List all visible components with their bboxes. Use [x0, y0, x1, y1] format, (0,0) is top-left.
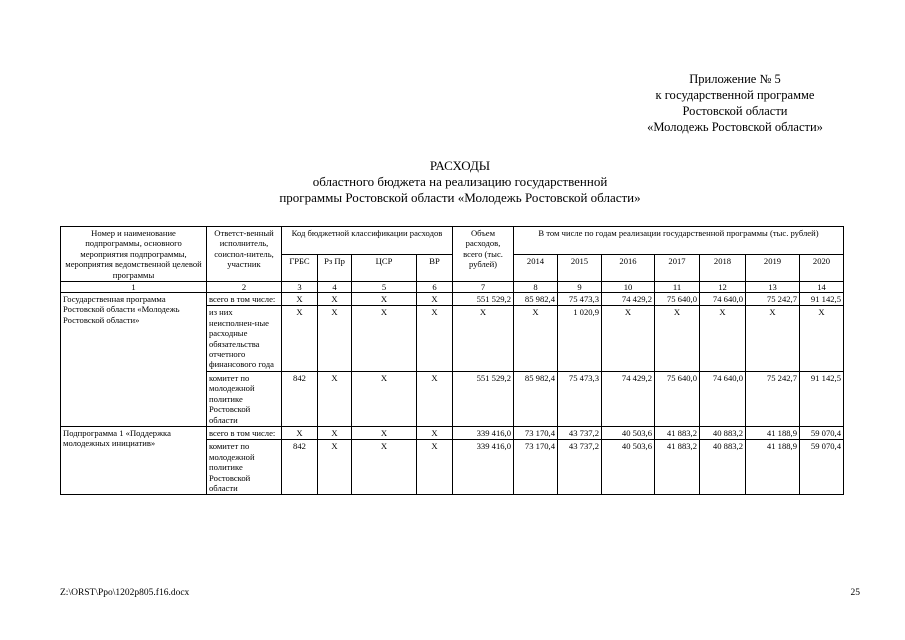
header-total: Объем расходов, всего (тыс. рублей): [453, 227, 514, 282]
document-heading: [160, 158, 760, 206]
rzpr-cell: X: [318, 293, 352, 306]
year-cell: 43 737,2: [558, 426, 602, 439]
rzpr-cell: X: [318, 426, 352, 439]
year-cell: 74 429,2: [602, 293, 655, 306]
year-cell: X: [700, 306, 746, 371]
column-number: 6: [417, 282, 453, 293]
vr-cell: X: [417, 293, 453, 306]
year-cell: 41 188,9: [746, 426, 800, 439]
header-year: 2017: [655, 254, 700, 282]
heading-subtitle: программы Ростовской области «Молодежь Ростовской области»: [279, 190, 641, 205]
year-cell: 75 640,0: [655, 371, 700, 426]
executor-cell: всего в том числе:: [207, 293, 282, 306]
table-row: [61, 426, 844, 439]
total-cell: X: [453, 306, 514, 371]
header-year: 2016: [602, 254, 655, 282]
total-cell: 339 416,0: [453, 440, 514, 495]
grbs-cell: 842: [282, 440, 318, 495]
year-cell: 91 142,5: [800, 371, 844, 426]
heading-title: РАСХОДЫ: [429, 158, 491, 173]
header-year: 2014: [514, 254, 558, 282]
year-cell: 75 473,3: [558, 371, 602, 426]
csr-cell: X: [352, 293, 417, 306]
header-year: 2019: [746, 254, 800, 282]
year-cell: X: [800, 306, 844, 371]
executor-cell: из них неисполнен-ные расходные обязательства отчетного финансового года: [207, 306, 282, 371]
column-number: 13: [746, 282, 800, 293]
vr-cell: X: [417, 426, 453, 439]
year-cell: 40 883,2: [700, 440, 746, 495]
year-cell: 75 640,0: [655, 293, 700, 306]
grbs-cell: X: [282, 293, 318, 306]
total-cell: 551 529,2: [453, 371, 514, 426]
grbs-cell: X: [282, 426, 318, 439]
appendix-line: Приложение № 5: [689, 72, 781, 86]
header-classification: Код бюджетной классификации расходов: [282, 227, 453, 255]
column-number: 1: [61, 282, 207, 293]
year-cell: 1 020,9: [558, 306, 602, 371]
year-cell: X: [514, 306, 558, 371]
executor-cell: комитет по молодежной политике Ростовской области: [207, 371, 282, 426]
column-number: 2: [207, 282, 282, 293]
header-vr: ВР: [417, 254, 453, 282]
page-number: 25: [850, 588, 860, 598]
table-row: [61, 293, 844, 306]
year-cell: 75 473,3: [558, 293, 602, 306]
csr-cell: X: [352, 371, 417, 426]
year-cell: 40 503,6: [602, 440, 655, 495]
csr-cell: X: [352, 426, 417, 439]
csr-cell: X: [352, 440, 417, 495]
year-cell: X: [655, 306, 700, 371]
year-cell: X: [746, 306, 800, 371]
program-name: Государственная программа Ростовской области «Молодежь Ростовской области»: [61, 293, 207, 427]
header-rzpr: Рз Пр: [318, 254, 352, 282]
header-grbs: ГРБС: [282, 254, 318, 282]
year-cell: 41 883,2: [655, 426, 700, 439]
column-number: 11: [655, 282, 700, 293]
budget-table: [60, 226, 844, 495]
year-cell: 73 170,4: [514, 426, 558, 439]
header-year: 2018: [700, 254, 746, 282]
year-cell: 40 883,2: [700, 426, 746, 439]
csr-cell: X: [352, 306, 417, 371]
column-number: 3: [282, 282, 318, 293]
year-cell: 41 188,9: [746, 440, 800, 495]
executor-cell: всего в том числе:: [207, 426, 282, 439]
column-number: 4: [318, 282, 352, 293]
header-by-years: В том числе по годам реализации государственной программы (тыс. рублей): [514, 227, 844, 255]
total-cell: 551 529,2: [453, 293, 514, 306]
year-cell: 85 982,4: [514, 371, 558, 426]
year-cell: 85 982,4: [514, 293, 558, 306]
rzpr-cell: X: [318, 440, 352, 495]
year-cell: 40 503,6: [602, 426, 655, 439]
grbs-cell: X: [282, 306, 318, 371]
rzpr-cell: X: [318, 306, 352, 371]
total-cell: 339 416,0: [453, 426, 514, 439]
column-number: 14: [800, 282, 844, 293]
year-cell: 59 070,4: [800, 426, 844, 439]
header-csr: ЦСР: [352, 254, 417, 282]
executor-cell: комитет по молодежной политике Ростовской области: [207, 440, 282, 495]
column-number: 10: [602, 282, 655, 293]
program-name: Подпрограмма 1 «Поддержка молодежных инициатив»: [61, 426, 207, 494]
year-cell: 73 170,4: [514, 440, 558, 495]
header-year: 2015: [558, 254, 602, 282]
heading-subtitle: областного бюджета на реализацию государственной: [312, 174, 608, 189]
column-number: 7: [453, 282, 514, 293]
header-row: [61, 227, 844, 255]
grbs-cell: 842: [282, 371, 318, 426]
header-year: 2020: [800, 254, 844, 282]
year-cell: 74 429,2: [602, 371, 655, 426]
year-cell: 75 242,7: [746, 371, 800, 426]
rzpr-cell: X: [318, 371, 352, 426]
column-number-row: [61, 282, 844, 293]
file-path: Z:\ORST\Ppo\1202p805.f16.docx: [60, 588, 190, 598]
vr-cell: X: [417, 440, 453, 495]
appendix-line: «Молодежь Ростовской области»: [647, 120, 823, 134]
column-number: 8: [514, 282, 558, 293]
year-cell: 75 242,7: [746, 293, 800, 306]
column-number: 12: [700, 282, 746, 293]
year-cell: 74 640,0: [700, 293, 746, 306]
year-cell: 91 142,5: [800, 293, 844, 306]
appendix-block: [620, 71, 850, 135]
column-number: 9: [558, 282, 602, 293]
header-executor: Ответст-венный исполнитель, соиспол-нитель, участник: [207, 227, 282, 282]
column-number: 5: [352, 282, 417, 293]
appendix-line: Ростовской области: [682, 104, 788, 118]
header-name: Номер и наименование подпрограммы, основного мероприятия подпрограммы, мероприятия ведомственной целевой программы: [61, 227, 207, 282]
year-cell: 41 883,2: [655, 440, 700, 495]
vr-cell: X: [417, 306, 453, 371]
vr-cell: X: [417, 371, 453, 426]
appendix-line: к государственной программе: [655, 88, 815, 102]
year-cell: 59 070,4: [800, 440, 844, 495]
year-cell: X: [602, 306, 655, 371]
year-cell: 74 640,0: [700, 371, 746, 426]
year-cell: 43 737,2: [558, 440, 602, 495]
